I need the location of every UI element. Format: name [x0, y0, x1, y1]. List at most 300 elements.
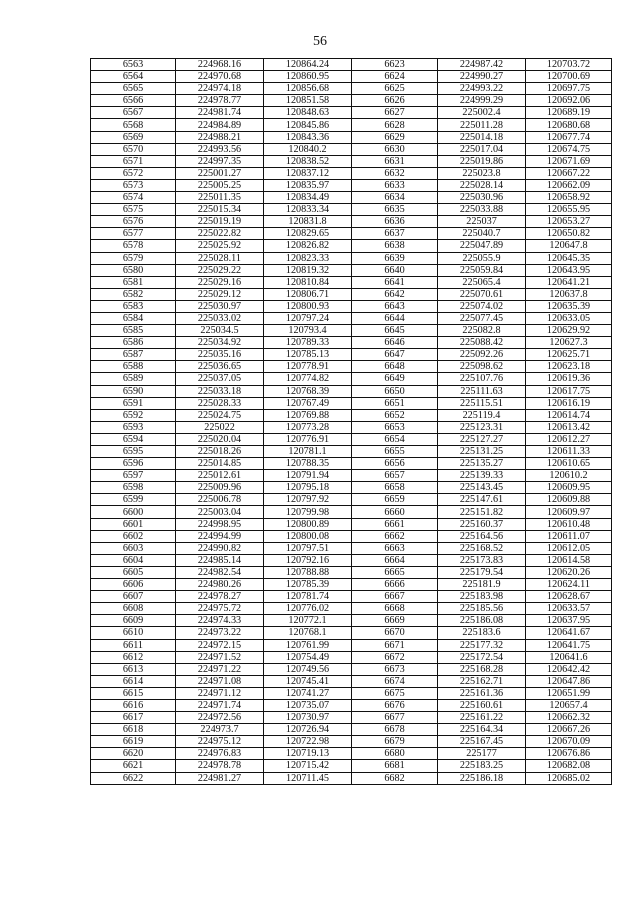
point-number-right: 6681: [352, 760, 438, 772]
x-coordinate-right: 225028.14: [438, 179, 526, 191]
x-coordinate-left: 224978.78: [176, 760, 264, 772]
x-coordinate-left: 225037.05: [176, 373, 264, 385]
x-coordinate-right: 225055.9: [438, 252, 526, 264]
point-number-right: 6650: [352, 385, 438, 397]
y-coordinate-left: 120833.34: [264, 204, 352, 216]
x-coordinate-left: 224978.27: [176, 591, 264, 603]
table-row: [91, 312, 612, 324]
x-coordinate-left: 225028.11: [176, 252, 264, 264]
point-number-right: 6663: [352, 542, 438, 554]
y-coordinate-left: 120834.49: [264, 192, 352, 204]
point-number-right: 6666: [352, 579, 438, 591]
table-row: [91, 433, 612, 445]
point-number-left: 6569: [91, 131, 176, 143]
point-number-left: 6581: [91, 276, 176, 288]
point-number-right: 6644: [352, 312, 438, 324]
point-number-right: 6631: [352, 155, 438, 167]
point-number-left: 6564: [91, 71, 176, 83]
table-row: [91, 71, 612, 83]
x-coordinate-right: 225167.45: [438, 736, 526, 748]
table-row: [91, 167, 612, 179]
y-coordinate-left: 120768.39: [264, 385, 352, 397]
point-number-right: 6672: [352, 651, 438, 663]
table-row: [91, 288, 612, 300]
table-row: [91, 615, 612, 627]
y-coordinate-right: 120650.82: [526, 228, 612, 240]
y-coordinate-right: 120611.33: [526, 446, 612, 458]
table-row: [91, 276, 612, 288]
y-coordinate-right: 120641.75: [526, 639, 612, 651]
x-coordinate-right: 225002.4: [438, 107, 526, 119]
x-coordinate-left: 224972.56: [176, 712, 264, 724]
y-coordinate-left: 120781.1: [264, 446, 352, 458]
x-coordinate-left: 225030.97: [176, 300, 264, 312]
x-coordinate-right: 225179.54: [438, 566, 526, 578]
point-number-right: 6623: [352, 59, 438, 71]
point-number-right: 6659: [352, 494, 438, 506]
y-coordinate-right: 120674.75: [526, 143, 612, 155]
y-coordinate-right: 120667.22: [526, 167, 612, 179]
point-number-left: 6608: [91, 603, 176, 615]
x-coordinate-right: 225115.51: [438, 397, 526, 409]
x-coordinate-right: 225147.61: [438, 494, 526, 506]
table-row: [91, 179, 612, 191]
point-number-left: 6600: [91, 506, 176, 518]
point-number-right: 6660: [352, 506, 438, 518]
x-coordinate-left: 224976.83: [176, 748, 264, 760]
table-row: [91, 748, 612, 760]
y-coordinate-left: 120797.92: [264, 494, 352, 506]
x-coordinate-right: 225168.28: [438, 663, 526, 675]
table-row: [91, 772, 612, 784]
y-coordinate-left: 120843.36: [264, 131, 352, 143]
point-number-left: 6591: [91, 397, 176, 409]
point-number-left: 6576: [91, 216, 176, 228]
point-number-left: 6617: [91, 712, 176, 724]
x-coordinate-right: 225119.4: [438, 409, 526, 421]
point-number-right: 6633: [352, 179, 438, 191]
y-coordinate-left: 120864.24: [264, 59, 352, 71]
table-row: [91, 349, 612, 361]
point-number-left: 6566: [91, 95, 176, 107]
table-row: [91, 579, 612, 591]
point-number-right: 6669: [352, 615, 438, 627]
point-number-right: 6664: [352, 554, 438, 566]
point-number-left: 6568: [91, 119, 176, 131]
x-coordinate-left: 224971.08: [176, 675, 264, 687]
y-coordinate-right: 120647.8: [526, 240, 612, 252]
y-coordinate-right: 120662.09: [526, 179, 612, 191]
table-row: [91, 458, 612, 470]
y-coordinate-left: 120781.74: [264, 591, 352, 603]
point-number-left: 6622: [91, 772, 176, 784]
x-coordinate-left: 224988.21: [176, 131, 264, 143]
x-coordinate-right: 225131.25: [438, 446, 526, 458]
point-number-right: 6629: [352, 131, 438, 143]
point-number-right: 6670: [352, 627, 438, 639]
point-number-left: 6563: [91, 59, 176, 71]
y-coordinate-right: 120614.58: [526, 554, 612, 566]
x-coordinate-left: 224972.15: [176, 639, 264, 651]
x-coordinate-right: 225181.9: [438, 579, 526, 591]
x-coordinate-right: 225172.54: [438, 651, 526, 663]
y-coordinate-left: 120774.82: [264, 373, 352, 385]
y-coordinate-left: 120829.65: [264, 228, 352, 240]
point-number-left: 6593: [91, 421, 176, 433]
table-row: [91, 216, 612, 228]
point-number-right: 6643: [352, 300, 438, 312]
table-row: [91, 83, 612, 95]
table-row: [91, 639, 612, 651]
point-number-left: 6599: [91, 494, 176, 506]
x-coordinate-left: 225012.61: [176, 470, 264, 482]
x-coordinate-right: 224999.29: [438, 95, 526, 107]
y-coordinate-right: 120685.02: [526, 772, 612, 784]
point-number-right: 6678: [352, 724, 438, 736]
x-coordinate-left: 225034.92: [176, 337, 264, 349]
y-coordinate-left: 120785.39: [264, 579, 352, 591]
y-coordinate-left: 120773.28: [264, 421, 352, 433]
table-row: [91, 95, 612, 107]
table-row: [91, 325, 612, 337]
y-coordinate-right: 120611.07: [526, 530, 612, 542]
point-number-right: 6682: [352, 772, 438, 784]
x-coordinate-right: 225186.18: [438, 772, 526, 784]
table-row: [91, 675, 612, 687]
point-number-left: 6603: [91, 542, 176, 554]
y-coordinate-left: 120745.41: [264, 675, 352, 687]
point-number-right: 6634: [352, 192, 438, 204]
point-number-right: 6626: [352, 95, 438, 107]
x-coordinate-right: 225033.88: [438, 204, 526, 216]
table-row: [91, 651, 612, 663]
point-number-left: 6621: [91, 760, 176, 772]
y-coordinate-left: 120788.35: [264, 458, 352, 470]
y-coordinate-left: 120749.56: [264, 663, 352, 675]
y-coordinate-right: 120682.08: [526, 760, 612, 772]
y-coordinate-right: 120633.57: [526, 603, 612, 615]
x-coordinate-right: 225160.61: [438, 699, 526, 711]
table-row: [91, 494, 612, 506]
y-coordinate-left: 120838.52: [264, 155, 352, 167]
point-number-left: 6619: [91, 736, 176, 748]
x-coordinate-left: 224978.77: [176, 95, 264, 107]
point-number-right: 6627: [352, 107, 438, 119]
point-number-left: 6579: [91, 252, 176, 264]
x-coordinate-right: 224987.42: [438, 59, 526, 71]
point-number-left: 6565: [91, 83, 176, 95]
x-coordinate-right: 225037: [438, 216, 526, 228]
point-number-left: 6595: [91, 446, 176, 458]
point-number-left: 6598: [91, 482, 176, 494]
x-coordinate-right: 225183.98: [438, 591, 526, 603]
table-row: [91, 252, 612, 264]
y-coordinate-left: 120769.88: [264, 409, 352, 421]
point-number-left: 6611: [91, 639, 176, 651]
point-number-right: 6640: [352, 264, 438, 276]
point-number-left: 6583: [91, 300, 176, 312]
x-coordinate-right: 225077.45: [438, 312, 526, 324]
point-number-right: 6637: [352, 228, 438, 240]
point-number-right: 6656: [352, 458, 438, 470]
point-number-right: 6628: [352, 119, 438, 131]
point-number-left: 6594: [91, 433, 176, 445]
x-coordinate-left: 225029.16: [176, 276, 264, 288]
x-coordinate-right: 225135.27: [438, 458, 526, 470]
table-row: [91, 240, 612, 252]
point-number-left: 6606: [91, 579, 176, 591]
y-coordinate-left: 120856.68: [264, 83, 352, 95]
y-coordinate-right: 120647.86: [526, 675, 612, 687]
y-coordinate-left: 120797.51: [264, 542, 352, 554]
x-coordinate-left: 224970.68: [176, 71, 264, 83]
y-coordinate-left: 120776.02: [264, 603, 352, 615]
y-coordinate-left: 120789.33: [264, 337, 352, 349]
point-number-right: 6638: [352, 240, 438, 252]
point-number-left: 6597: [91, 470, 176, 482]
x-coordinate-left: 224993.56: [176, 143, 264, 155]
y-coordinate-right: 120667.26: [526, 724, 612, 736]
point-number-right: 6658: [352, 482, 438, 494]
point-number-right: 6651: [352, 397, 438, 409]
point-number-right: 6639: [352, 252, 438, 264]
y-coordinate-left: 120799.98: [264, 506, 352, 518]
table-row: [91, 542, 612, 554]
y-coordinate-left: 120754.49: [264, 651, 352, 663]
point-number-right: 6624: [352, 71, 438, 83]
y-coordinate-right: 120624.11: [526, 579, 612, 591]
point-number-right: 6665: [352, 566, 438, 578]
y-coordinate-left: 120848.63: [264, 107, 352, 119]
point-number-left: 6580: [91, 264, 176, 276]
x-coordinate-right: 225082.8: [438, 325, 526, 337]
x-coordinate-right: 225139.33: [438, 470, 526, 482]
y-coordinate-left: 120823.33: [264, 252, 352, 264]
x-coordinate-left: 224971.52: [176, 651, 264, 663]
table-row: [91, 119, 612, 131]
point-number-right: 6668: [352, 603, 438, 615]
x-coordinate-left: 224981.74: [176, 107, 264, 119]
x-coordinate-right: 225088.42: [438, 337, 526, 349]
point-number-left: 6567: [91, 107, 176, 119]
point-number-left: 6589: [91, 373, 176, 385]
point-number-left: 6586: [91, 337, 176, 349]
point-number-left: 6610: [91, 627, 176, 639]
x-coordinate-right: 225111.63: [438, 385, 526, 397]
point-number-right: 6641: [352, 276, 438, 288]
x-coordinate-right: 225164.56: [438, 530, 526, 542]
x-coordinate-right: 225183.6: [438, 627, 526, 639]
table-row: [91, 228, 612, 240]
x-coordinate-right: 225185.56: [438, 603, 526, 615]
table-row: [91, 627, 612, 639]
table-row: [91, 131, 612, 143]
y-coordinate-right: 120612.05: [526, 542, 612, 554]
x-coordinate-right: 224993.22: [438, 83, 526, 95]
table-row: [91, 397, 612, 409]
point-number-right: 6679: [352, 736, 438, 748]
y-coordinate-left: 120793.4: [264, 325, 352, 337]
point-number-right: 6625: [352, 83, 438, 95]
x-coordinate-right: 225014.18: [438, 131, 526, 143]
x-coordinate-right: 225161.22: [438, 712, 526, 724]
x-coordinate-left: 224990.82: [176, 542, 264, 554]
x-coordinate-left: 224971.22: [176, 663, 264, 675]
point-number-right: 6632: [352, 167, 438, 179]
x-coordinate-left: 225015.34: [176, 204, 264, 216]
y-coordinate-right: 120635.39: [526, 300, 612, 312]
x-coordinate-left: 225022.82: [176, 228, 264, 240]
point-number-left: 6605: [91, 566, 176, 578]
x-coordinate-left: 224975.72: [176, 603, 264, 615]
y-coordinate-right: 120623.18: [526, 361, 612, 373]
y-coordinate-right: 120627.3: [526, 337, 612, 349]
coordinates-table: [90, 58, 612, 785]
y-coordinate-right: 120676.86: [526, 748, 612, 760]
y-coordinate-right: 120609.88: [526, 494, 612, 506]
x-coordinate-left: 225014.85: [176, 458, 264, 470]
y-coordinate-left: 120778.91: [264, 361, 352, 373]
y-coordinate-left: 120768.1: [264, 627, 352, 639]
y-coordinate-right: 120609.97: [526, 506, 612, 518]
x-coordinate-left: 224971.74: [176, 699, 264, 711]
table-row: [91, 446, 612, 458]
y-coordinate-right: 120612.27: [526, 433, 612, 445]
x-coordinate-right: 225186.08: [438, 615, 526, 627]
point-number-right: 6635: [352, 204, 438, 216]
table-row: [91, 373, 612, 385]
y-coordinate-right: 120620.26: [526, 566, 612, 578]
x-coordinate-left: 225005.25: [176, 179, 264, 191]
x-coordinate-left: 225018.26: [176, 446, 264, 458]
table-row: [91, 591, 612, 603]
x-coordinate-right: 225107.76: [438, 373, 526, 385]
y-coordinate-right: 120616.19: [526, 397, 612, 409]
point-number-left: 6572: [91, 167, 176, 179]
x-coordinate-right: 225161.36: [438, 687, 526, 699]
x-coordinate-left: 225036.65: [176, 361, 264, 373]
y-coordinate-right: 120655.95: [526, 204, 612, 216]
table-row: [91, 712, 612, 724]
x-coordinate-left: 224980.26: [176, 579, 264, 591]
x-coordinate-left: 224968.16: [176, 59, 264, 71]
point-number-right: 6673: [352, 663, 438, 675]
x-coordinate-right: 224990.27: [438, 71, 526, 83]
point-number-left: 6571: [91, 155, 176, 167]
x-coordinate-right: 225177: [438, 748, 526, 760]
y-coordinate-right: 120662.32: [526, 712, 612, 724]
x-coordinate-left: 225035.16: [176, 349, 264, 361]
table-row: [91, 192, 612, 204]
point-number-right: 6654: [352, 433, 438, 445]
y-coordinate-right: 120641.67: [526, 627, 612, 639]
y-coordinate-right: 120680.68: [526, 119, 612, 131]
y-coordinate-right: 120643.95: [526, 264, 612, 276]
y-coordinate-left: 120800.93: [264, 300, 352, 312]
y-coordinate-left: 120788.88: [264, 566, 352, 578]
point-number-left: 6577: [91, 228, 176, 240]
point-number-right: 6652: [352, 409, 438, 421]
x-coordinate-right: 225017.04: [438, 143, 526, 155]
x-coordinate-right: 225019.86: [438, 155, 526, 167]
point-number-left: 6592: [91, 409, 176, 421]
x-coordinate-left: 224974.33: [176, 615, 264, 627]
x-coordinate-right: 225059.84: [438, 264, 526, 276]
y-coordinate-right: 120689.19: [526, 107, 612, 119]
y-coordinate-left: 120831.8: [264, 216, 352, 228]
y-coordinate-left: 120860.95: [264, 71, 352, 83]
point-number-left: 6618: [91, 724, 176, 736]
y-coordinate-left: 120835.97: [264, 179, 352, 191]
table-row: [91, 699, 612, 711]
table-row: [91, 687, 612, 699]
x-coordinate-left: 224982.54: [176, 566, 264, 578]
y-coordinate-left: 120791.94: [264, 470, 352, 482]
point-number-right: 6657: [352, 470, 438, 482]
table-row: [91, 603, 612, 615]
x-coordinate-right: 225030.96: [438, 192, 526, 204]
y-coordinate-left: 120795.18: [264, 482, 352, 494]
table-row: [91, 361, 612, 373]
point-number-right: 6675: [352, 687, 438, 699]
x-coordinate-left: 225001.27: [176, 167, 264, 179]
x-coordinate-left: 225011.35: [176, 192, 264, 204]
x-coordinate-right: 225183.25: [438, 760, 526, 772]
y-coordinate-left: 120761.99: [264, 639, 352, 651]
x-coordinate-right: 225098.62: [438, 361, 526, 373]
point-number-left: 6607: [91, 591, 176, 603]
point-number-left: 6582: [91, 288, 176, 300]
y-coordinate-right: 120697.75: [526, 83, 612, 95]
point-number-left: 6573: [91, 179, 176, 191]
y-coordinate-left: 120810.84: [264, 276, 352, 288]
x-coordinate-right: 225092.26: [438, 349, 526, 361]
point-number-right: 6648: [352, 361, 438, 373]
x-coordinate-left: 225006.78: [176, 494, 264, 506]
point-number-right: 6636: [352, 216, 438, 228]
table-row: [91, 663, 612, 675]
x-coordinate-left: 225033.02: [176, 312, 264, 324]
y-coordinate-right: 120613.42: [526, 421, 612, 433]
y-coordinate-right: 120633.05: [526, 312, 612, 324]
y-coordinate-left: 120845.86: [264, 119, 352, 131]
y-coordinate-right: 120645.35: [526, 252, 612, 264]
y-coordinate-right: 120677.74: [526, 131, 612, 143]
y-coordinate-left: 120730.97: [264, 712, 352, 724]
y-coordinate-left: 120719.13: [264, 748, 352, 760]
y-coordinate-right: 120703.72: [526, 59, 612, 71]
y-coordinate-left: 120826.82: [264, 240, 352, 252]
x-coordinate-right: 225151.82: [438, 506, 526, 518]
table-row: [91, 59, 612, 71]
y-coordinate-left: 120797.24: [264, 312, 352, 324]
x-coordinate-left: 225019.19: [176, 216, 264, 228]
x-coordinate-left: 224981.27: [176, 772, 264, 784]
table-row: [91, 566, 612, 578]
table-row: [91, 204, 612, 216]
y-coordinate-right: 120653.27: [526, 216, 612, 228]
x-coordinate-right: 225177.32: [438, 639, 526, 651]
point-number-left: 6585: [91, 325, 176, 337]
y-coordinate-right: 120610.65: [526, 458, 612, 470]
y-coordinate-left: 120776.91: [264, 433, 352, 445]
table-row: [91, 337, 612, 349]
y-coordinate-left: 120772.1: [264, 615, 352, 627]
y-coordinate-right: 120637.8: [526, 288, 612, 300]
y-coordinate-left: 120806.71: [264, 288, 352, 300]
point-number-left: 6614: [91, 675, 176, 687]
y-coordinate-left: 120767.49: [264, 397, 352, 409]
